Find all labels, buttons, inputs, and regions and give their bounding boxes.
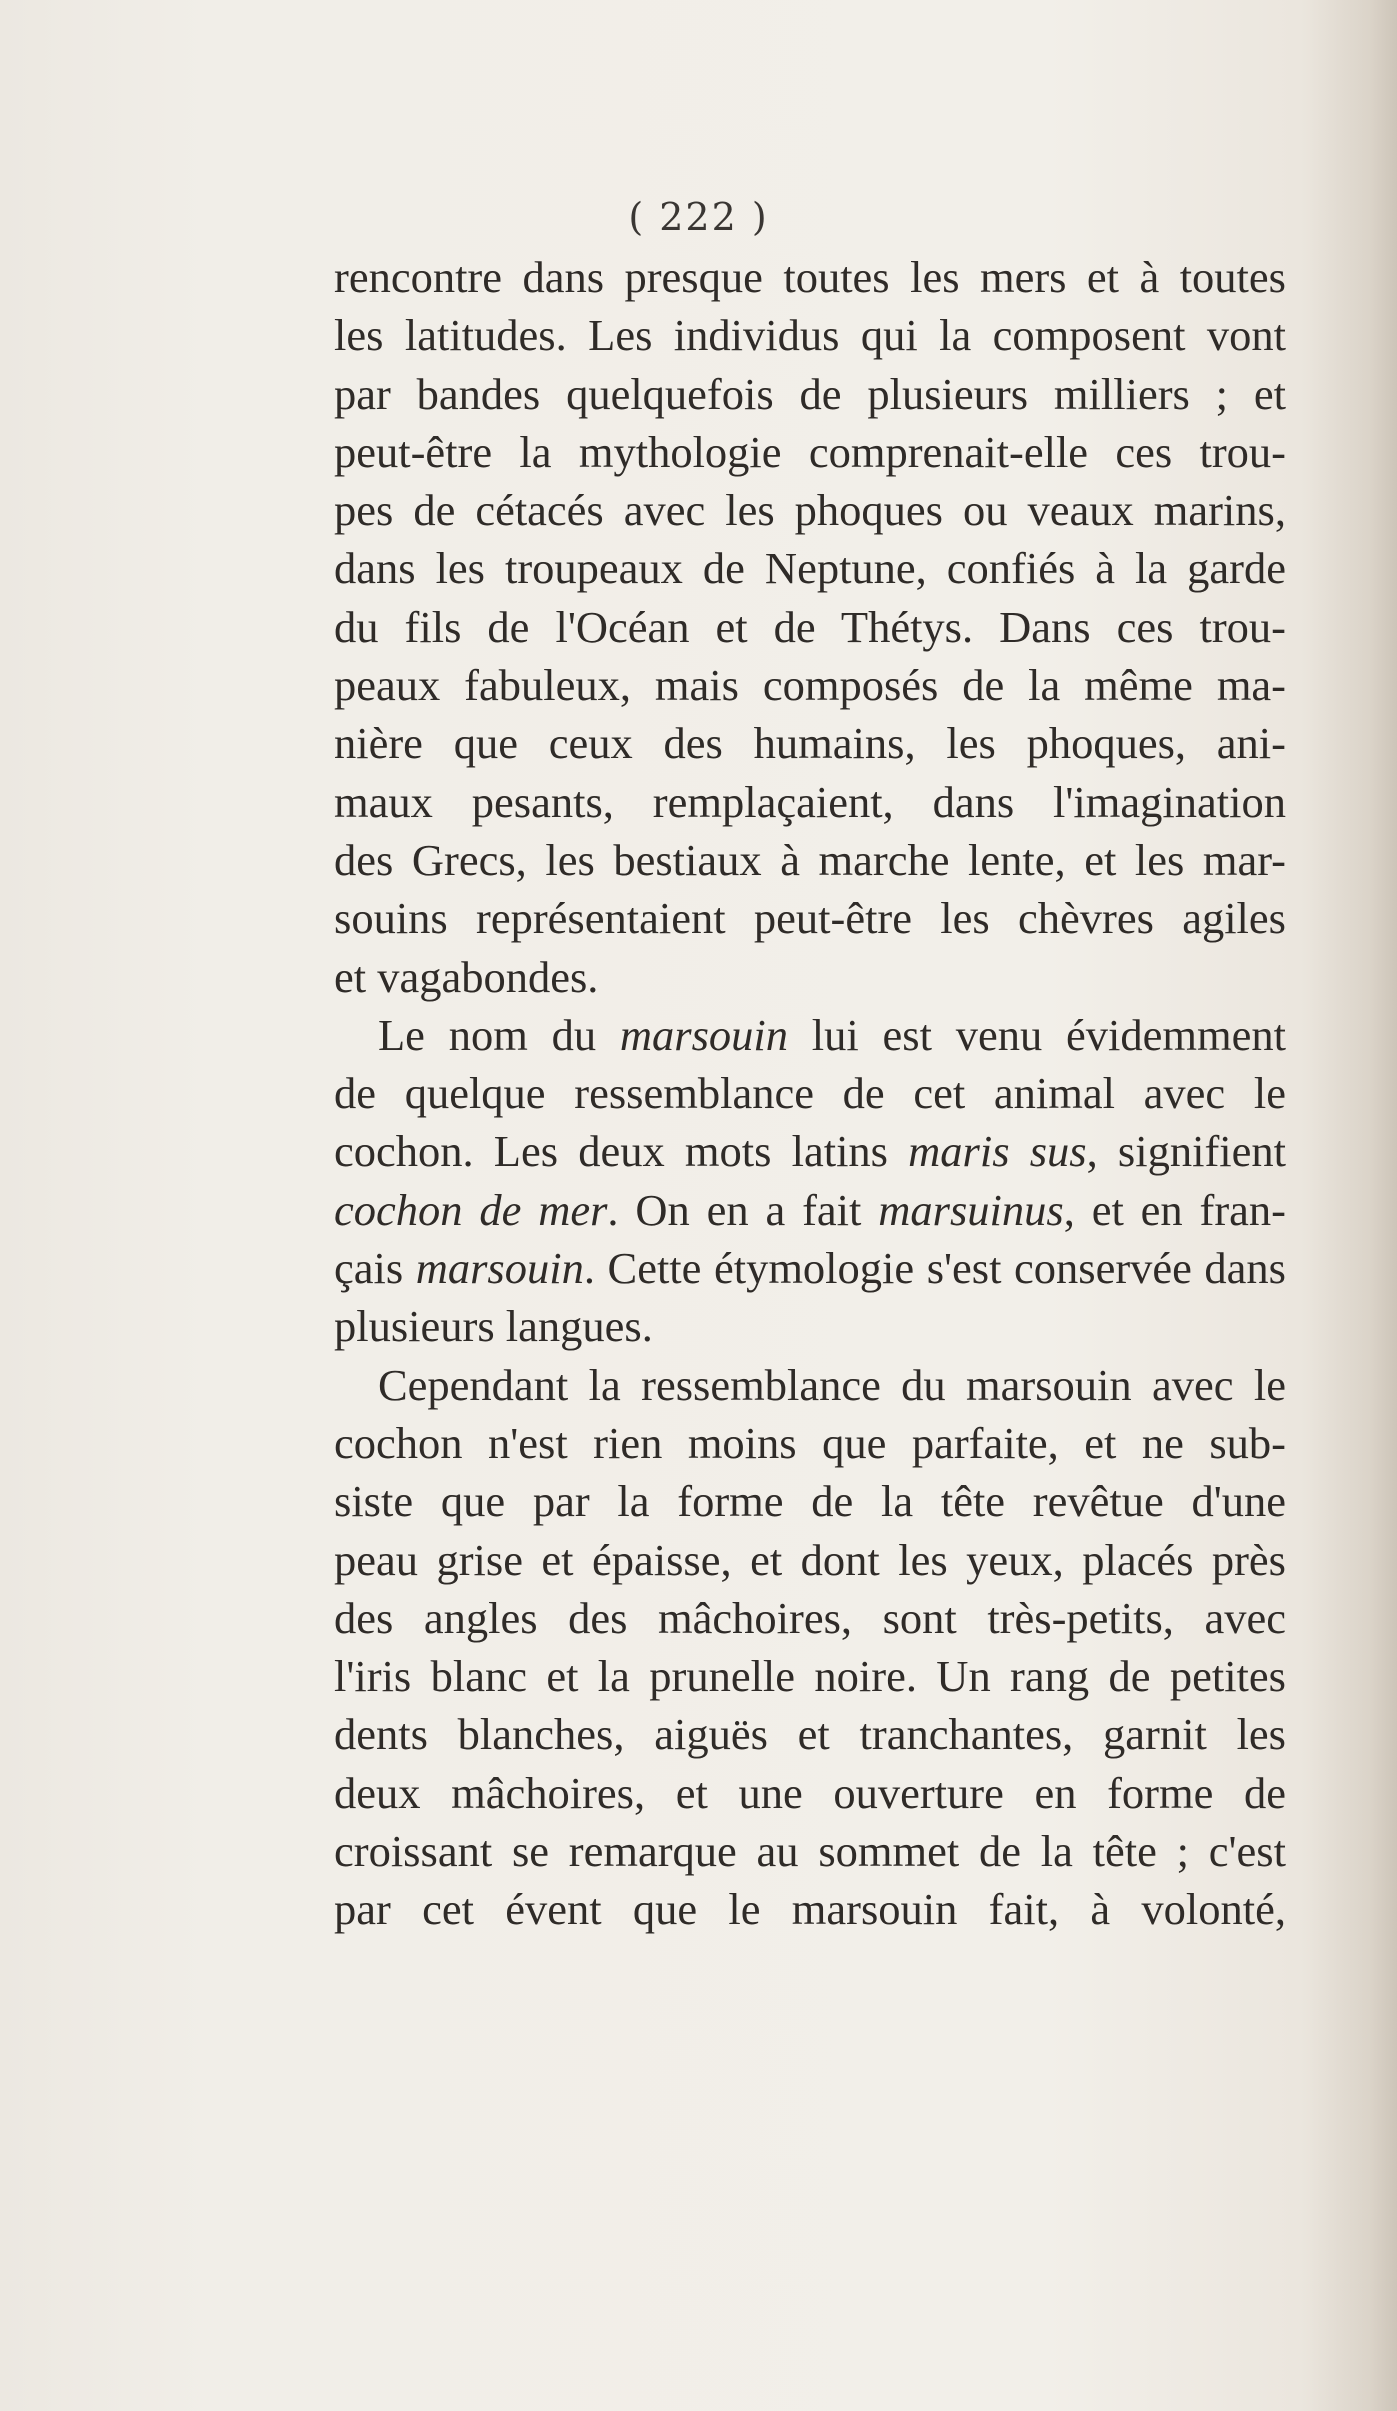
text-line: de quelque ressemblance de cet animal avec le [334, 1068, 1286, 1119]
paragraph [334, 248, 1286, 1006]
paragraph [334, 1356, 1286, 1939]
text-line: Le nom du marsouin lui est venu évidemment [378, 1009, 1286, 1060]
text-line: souins représentaient peut-être les chèvres agiles [334, 893, 1286, 944]
text-line: par bandes quelquefois de plusieurs milliers ; et [334, 368, 1286, 419]
page-number: ( 222 ) [628, 195, 769, 239]
text-line: des Grecs, les bestiaux à marche lente, et les mar- [334, 834, 1286, 885]
text-line: plusieurs langues. [334, 1301, 653, 1352]
text-line: par cet évent que le marsouin fait, à volonté, [334, 1884, 1286, 1935]
text-line: et vagabondes. [334, 951, 599, 1002]
text-line: l'iris blanc et la prunelle noire. Un rang de petites [334, 1651, 1286, 1702]
text-line: croissant se remarque au sommet de la tête ; c'est [334, 1826, 1286, 1877]
body-text [334, 248, 1286, 1939]
text-line: Cependant la ressemblance du marsouin avec le [378, 1359, 1286, 1410]
text-line: siste que par la forme de la tête revêtue d'une [334, 1476, 1286, 1527]
text-line: peaux fabuleux, mais composés de la même ma- [334, 660, 1286, 711]
text-line: nière que ceux des humains, les phoques, ani- [334, 718, 1286, 769]
text-line: du fils de l'Océan et de Thétys. Dans ces trou- [334, 601, 1286, 652]
text-line: maux pesants, remplaçaient, dans l'imagination [334, 776, 1286, 827]
text-line: çais marsouin. Cette étymologie s'est conservée dans [334, 1243, 1286, 1294]
text-line: cochon. Les deux mots latins maris sus, signifient [334, 1126, 1286, 1177]
text-line: les latitudes. Les individus qui la composent vont [334, 310, 1286, 361]
text-line: rencontre dans presque toutes les mers et à toutes [334, 252, 1286, 302]
text-line: peut-être la mythologie comprenait-elle ces trou- [334, 426, 1286, 477]
text-line: peau grise et épaisse, et dont les yeux, placés près [334, 1534, 1286, 1585]
text-line: des angles des mâchoires, sont très-petits, avec [334, 1592, 1286, 1643]
text-line: dans les troupeaux de Neptune, confiés à la garde [334, 543, 1286, 594]
text-line: deux mâchoires, et une ouverture en forme de [334, 1767, 1286, 1818]
text-line: cochon de mer. On en a fait marsuinus, et en fran- [334, 1184, 1286, 1235]
page-edge-shadow [1307, 0, 1397, 2411]
text-line: pes de cétacés avec les phoques ou veaux marins, [334, 485, 1286, 536]
text-line: dents blanches, aiguës et tranchantes, garnit les [334, 1709, 1286, 1760]
text-line: cochon n'est rien moins que parfaite, et ne sub- [334, 1417, 1286, 1468]
paragraph [334, 1006, 1286, 1356]
